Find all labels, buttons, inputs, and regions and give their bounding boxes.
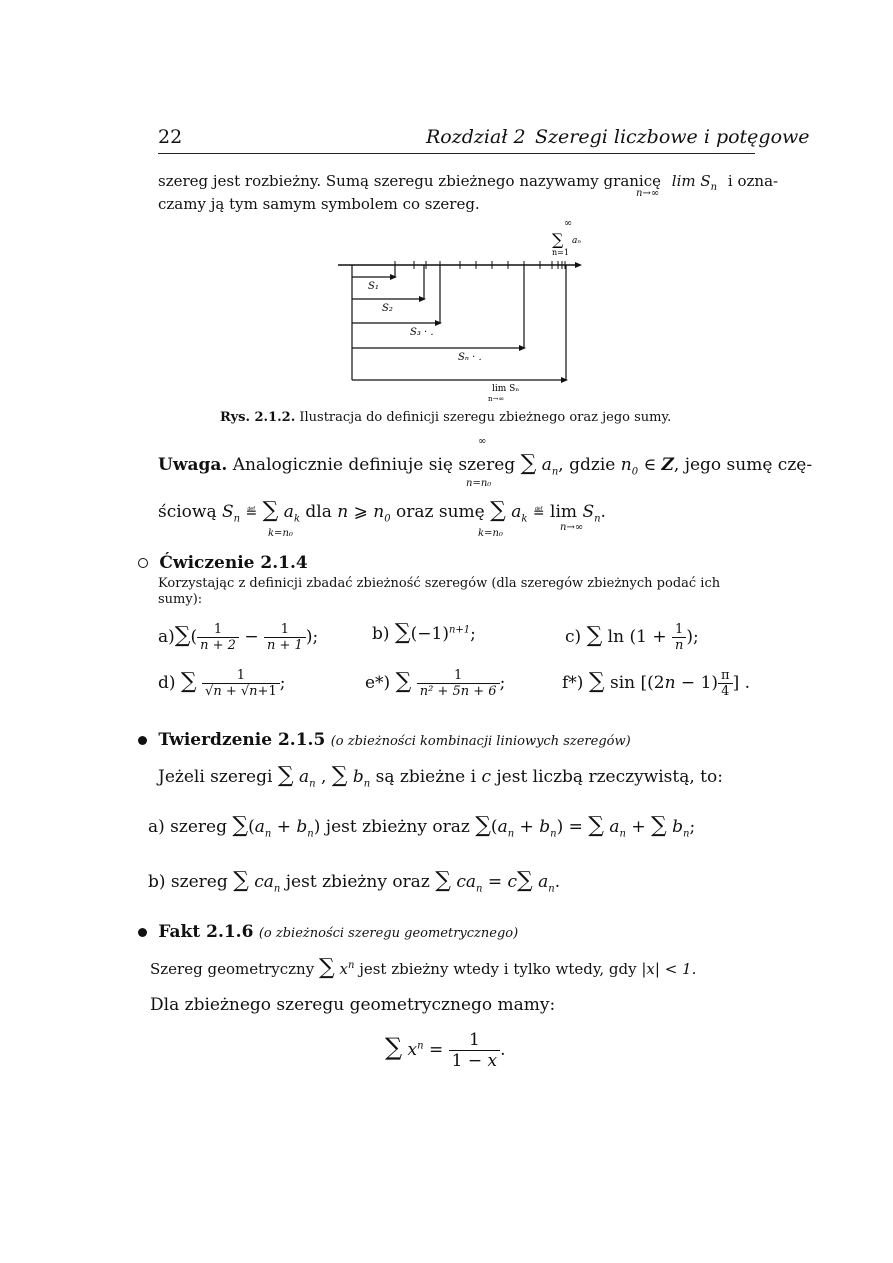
s3-label: S₃ · . — [410, 327, 434, 338]
remark-text-5: dla — [305, 502, 332, 522]
theorem-b: b) szereg ∑ $ca_n$ jest zbieżny oraz ∑ $ca_n = c\sum$ $a_n$. — [148, 868, 561, 895]
intro-end: i ozna- — [727, 172, 779, 190]
sum-top: ∞ — [563, 218, 573, 229]
chapter-label: Rozdział 2 — [426, 126, 526, 148]
geometric-formula: ∑ $x^n$ = $\frac{1}{1 - x}$ . — [385, 1030, 506, 1071]
theorem-text-2: są zbieżne i — [375, 767, 477, 787]
theorem-title: Twierdzenie 2.1.5 — [158, 730, 326, 750]
theorem-heading — [138, 730, 631, 750]
theorem-text-3: jest liczbą rzeczywistą, to: — [496, 767, 723, 787]
hollow-bullet-icon — [138, 558, 148, 568]
theorem-text-1: Jeżeli szeregi — [158, 767, 273, 787]
sum-term: aₙ — [572, 236, 582, 246]
exercise-f: f*) ∑ sin [(2n − 1) $\frac{\pi}{4}$ ] . — [562, 668, 751, 699]
remark-text-6: oraz sumę — [396, 502, 485, 522]
intro-line-1 — [158, 172, 778, 193]
s1-label: S₁ — [368, 281, 379, 292]
bullet-icon — [138, 928, 147, 937]
fact-text-2: jest zbieżny wtedy i tylko wtedy, gdy — [359, 960, 637, 978]
fact-text-3: |x| < 1. — [641, 960, 697, 978]
remark-text-4: ściową — [158, 502, 217, 522]
remark-line-2: ściową $S_n$ ≝ ∑ $a_k$ dla n ⩾ $n_0$ oraz sumę ∑ $a_k$ ≝ $\lim S_n$. — [158, 498, 606, 525]
figure-caption — [220, 410, 671, 425]
remark-text-3: , jego sumę czę- — [673, 455, 813, 475]
lim-expr: $\lim S_n$ — [671, 172, 718, 193]
caption-label: Rys. 2.1.2. — [220, 410, 296, 425]
chapter-title: Szeregi liczbowe i potęgowe — [535, 126, 810, 148]
fact-text-1: Szereg geometryczny — [150, 960, 315, 978]
exercise-text-2: sumy): — [158, 592, 203, 607]
exercise-c: c) ∑ ln (1 + $\frac{1}{n}$ ); — [565, 622, 699, 653]
remark-text-2: , gdzie — [558, 455, 616, 475]
fact-line-2: Dla zbieżnego szeregu geometrycznego mamy: — [150, 995, 556, 1015]
intro-lim-sub: n→∞ — [636, 188, 660, 199]
remark-label: Uwaga. — [158, 455, 228, 475]
theorem-subtitle: (o zbieżności kombinacji liniowych szeregów) — [330, 734, 631, 749]
exercise-text: Korzystając z definicji zbadać zbieżność szeregów (dla szeregów zbieżnych podać ich — [158, 576, 721, 591]
caption-text: Ilustracja do definicji szeregu zbieżnego oraz jego sumy. — [299, 410, 672, 425]
sigma-glyph: ∑ — [552, 230, 564, 249]
lim-text: lim S — [671, 172, 711, 190]
intro-text: szereg jest rozbieżny. Sumą szeregu zbieżnego nazywamy granicę — [158, 172, 662, 190]
sum-bottom: n=1 — [552, 248, 569, 257]
exercise-d: d) ∑ $\frac{1}{√n + √n+1}$ ; — [158, 668, 286, 699]
intro-line-2: czamy ją tym samym symbolem co szereg. — [158, 195, 480, 213]
bullet-icon — [138, 736, 147, 745]
number-line-arrow — [575, 262, 582, 268]
theorem-line-1: Jeżeli szeregi ∑ $a_n$ , ∑ $b_n$ są zbieżne i c jest liczbą rzeczywistą, to: — [158, 763, 723, 790]
fact-title: Fakt 2.1.6 — [158, 922, 254, 942]
exercise-b: b) $\sum(-1)^{n+1}$; — [372, 620, 476, 645]
convergence-diagram — [320, 225, 620, 405]
fact-line-1: Szereg geometryczny ∑ $x^n$ jest zbieżny wtedy i tylko wtedy, gdy |x| < 1. — [150, 955, 697, 980]
fact-heading — [138, 922, 518, 942]
remark-line-1: Uwaga. Analogicznie definiuje się szereg ∑ $a_n$, gdzie $n_0$ ∈ Z, jego sumę czę- — [158, 451, 813, 478]
lim-label: lim Sₙ — [492, 384, 520, 394]
page-number: 22 — [158, 126, 183, 148]
theorem-a: a) szereg $\sum(a_n + b_n)$ jest zbieżny oraz $\sum(a_n + b_n)$ = ∑ $a_n$ + ∑ $b_n$; — [148, 813, 696, 840]
exercise-title: Ćwiczenie 2.1.4 — [159, 553, 308, 573]
remark-text-1: Analogicznie definiuje się szereg — [232, 455, 516, 475]
s2-label: S₂ — [382, 303, 393, 314]
lim-sub: n→∞ — [488, 395, 505, 403]
exercise-heading — [138, 553, 308, 573]
exercise-e: e*) ∑ $\frac{1}{\text{n² + 5n + 6}}$ ; — [365, 668, 506, 699]
sn-label: Sₙ · . — [458, 352, 482, 363]
exercise-a: a)∑( $\frac{1}{n + 2}$ − $\frac{1}{n + 1}$ ); — [158, 622, 319, 653]
header-rule — [158, 153, 755, 154]
fact-subtitle: (o zbieżności szeregu geometrycznego) — [258, 926, 519, 941]
